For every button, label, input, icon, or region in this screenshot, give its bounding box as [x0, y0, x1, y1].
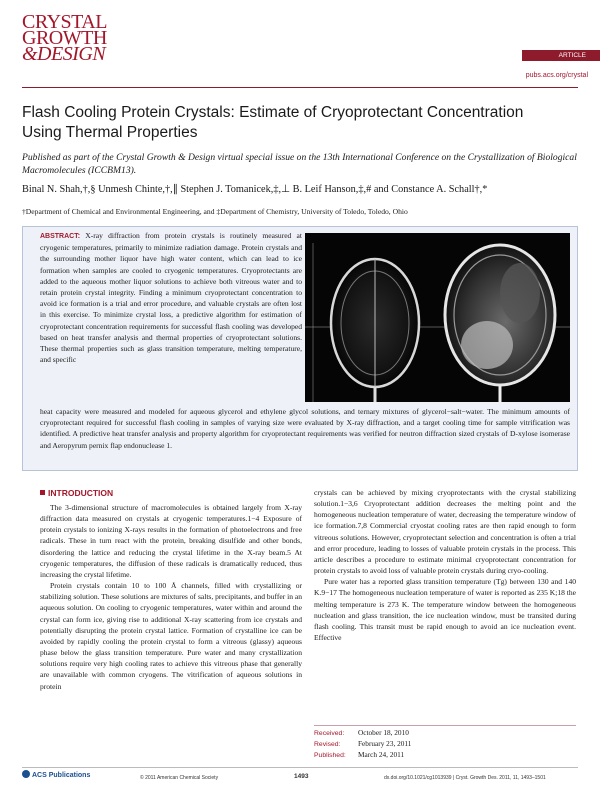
- virtual-issue-note: Published as part of the Crystal Growth & Design virtual special issue on the 13th International Conference on the Crystallization of Biological Macromolecules (ICCBM13).: [22, 152, 577, 176]
- abstract-label: ABSTRACT:: [40, 233, 81, 240]
- header-divider: [22, 87, 578, 88]
- journal-logo: [22, 11, 144, 65]
- abstract-part-1: X-ray diffraction from protein crystals is routinely measured at cryogenic temperatures, primarily to minimize radiation damage. Protein crystals and the surrounding mother liquor have high water content, which can lead to ice formation when samples are cooled to cryogenic temperatures. Cryoprotectants are added to the aqueous mother liquor solutions to achieve both vitreous water and to retain protein crystal integrity. Finding a minimum cryoprotectant concentration to avoid ice formation is a trial and error procedure, and valuable crystals are often lost in this exercise. To minimize crystal loss, a predictive algorithm for estimation of cryoprotectant concentration requirements for successful flash cooling was developed based on heat transfer analysis and thermal properties of cryoprotectant solutions. These thermal properties such as glass transition temperature, melting temperature, and specific: [40, 231, 302, 365]
- journal-url-link[interactable]: pubs.acs.org/crystal: [525, 72, 588, 79]
- logo-line-2: GROWTH: [22, 27, 107, 49]
- body-paragraph: Protein crystals contain 10 to 100 Å channels, filled with crystallizing or stabilizing solution. These solutions are mixtures of salts, precipitants, and buffer in an aqueous solution. On cooling to cryogenic temperatures, water within and around the crystal can form ice, giving rise to additional X-ray scattering from ice crystals and potentially disrupting the protein crystal lattice. Formation of crystalline ice can be avoided by rapidly cooling the protein crystal to form a vitreous (glassy) aqueous phase below the glass transition temperature. Pure water and many crystallization solutions require very high cooling rates to achieve this vitreous phase that generally are unavailable with common cryogens. The vitrification of aqueous solutions in protein: [40, 581, 302, 691]
- abstract-text-lower: heat capacity were measured and modeled for aqueous glycerol and ethylene glycol solutions, and ternary mixtures of glycerol−salt−water. The minimum amounts of cryoprotectant required for successful flash cooling in samples of varying size were evaluated by X-ray diffraction, and a target cooling time for sample vitrification was identified. A predictive heat transfer analysis and property algorithm for cryoprotectant requirements was verified for neutron diffraction sized crystals of D-xylose isomerase and Aeropyrum pernix flap endonuclease 1.: [40, 407, 570, 450]
- publication-dates: [314, 728, 576, 760]
- introduction-heading: [40, 488, 113, 498]
- logo-line-3: &DESIGN: [22, 43, 106, 65]
- acs-publications-logo: ACS Publications: [22, 770, 90, 779]
- footer-divider: [22, 767, 578, 768]
- date-row-received: Received: October 18, 2010: [314, 728, 409, 737]
- cryo-loop-image: [305, 233, 570, 402]
- body-paragraph: The 3-dimensional structure of macromolecules is obtained largely from X-ray diffraction data measured on crystals at cryogenic temperatures.1−4 Exposure of protein crystals to ionizing X-rays results in the formation of photoelectrons and free radicals. These in turn react with the protein, breaking disulfide and other bonds, disordering the lattice and reducing the crystal lifetime in the X-ray beam.5 At cryogenic temperatures, the diffusion of these radicals is dramatically reduced, thus increasing the crystal lifetime.: [40, 503, 302, 579]
- abstract-text-upper: [40, 230, 302, 365]
- section-square-icon: [40, 490, 45, 495]
- introduction-heading-label: INTRODUCTION: [48, 488, 114, 498]
- date-row-published: Published: March 24, 2011: [314, 749, 405, 759]
- acs-logo-icon: [22, 770, 30, 778]
- date-row-revised: Revised: February 23, 2011: [314, 738, 412, 748]
- body-column-right: [314, 487, 576, 643]
- article-type-tag: ARTICLE: [522, 50, 600, 61]
- toc-graphic-cryo-loops: [305, 233, 570, 402]
- logo-line-1: CRYSTAL: [22, 11, 107, 33]
- affiliations: †Department of Chemical and Environmental Engineering, and ‡Department of Chemistry, University of Toledo, Toledo, Ohio: [22, 207, 408, 216]
- dates-divider: [314, 725, 576, 726]
- author-list: Binal N. Shah,†,§ Unmesh Chinte,†,∥ Stephen J. Tomanicek,‡,⊥ B. Leif Hanson,‡,# and Constance A. Schall†,*: [22, 184, 488, 195]
- doi-citation[interactable]: dx.doi.org/10.1021/cg1013939 | Cryst. Growth Des. 2011, 11, 1493–1501: [384, 775, 546, 781]
- article-title: Flash Cooling Protein Crystals: Estimate of Cryoprotectant Concentration Using Thermal Properties: [22, 104, 524, 141]
- copyright-notice: © 2011 American Chemical Society: [140, 775, 219, 781]
- body-paragraph: Pure water has a reported glass transition temperature (Tg) between 130 and 140 K.9−17 The homogeneous nucleation temperature of water is reported as 235 K;18 the melting temperature is 273 K. The temperature window between the homogeneous nucleation and glass transition, the ice nucleation window, must be transited during flash cooling. This transit must be rapid enough to avoid an ice nucleation event. Effective: [314, 577, 576, 643]
- page-number: 1493: [294, 773, 309, 780]
- body-paragraph: crystals can be achieved by mixing cryoprotectants with the crystal stabilizing solution.1−3,6 Cryoprotectant addition decreases the melting point and the homogeneous nucleation temperature of water, decreasing the temperature window of ice formation.7,8 Commercial cryostat cooling rates are then rapid enough to form vitreous solutions. However, cryoprotectant selection and concentration is often a trial and error procedure, leading to losses of valuable protein crystals in the process. This article describes a procedure to estimate minimal cryoprotectant concentration for protein crystals to avoid loss of valuable protein crystals during cryo-cooling.: [314, 488, 576, 576]
- body-column-left: [40, 502, 302, 692]
